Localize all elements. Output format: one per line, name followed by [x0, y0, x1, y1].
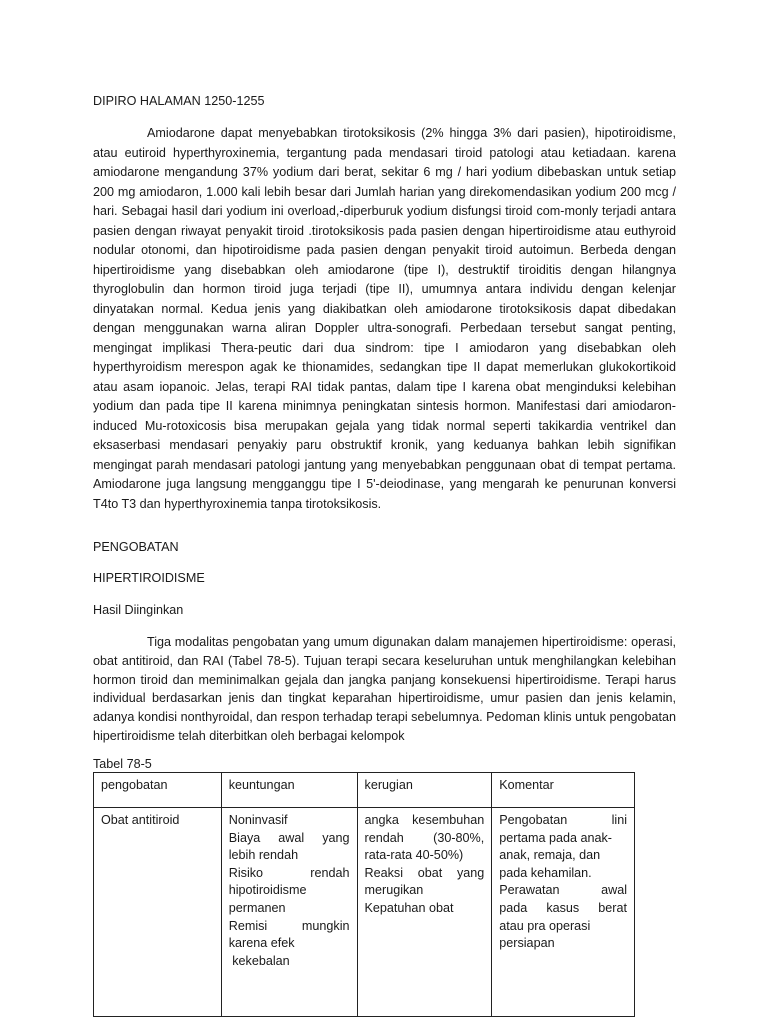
keuntungan-line: hipotiroidisme [228, 883, 307, 898]
header-komentar: Komentar [492, 773, 635, 808]
keuntungan-line: Biaya awal yang [228, 830, 350, 845]
kerugian-line: Reaksi obat yang [364, 865, 485, 880]
kerugian-line: rata-rata 40-50%) [364, 848, 464, 863]
header-keuntungan: keuntungan [221, 773, 357, 808]
document-header: DIPIRO HALAMAN 1250-1255 [93, 94, 265, 108]
cell-komentar [492, 808, 635, 1017]
komentar-line: Perawatan awal [499, 883, 627, 898]
komentar-line: Pengobatan lini [499, 813, 627, 827]
kerugian-line: Kepatuhan obat [364, 900, 454, 915]
keuntungan-line: lebih rendah [228, 848, 299, 863]
paragraph-modalitas: Tiga modalitas pengobatan yang umum digunakan dalam manajemen hipertiroidisme: operasi, obat antitiroid, dan RAI (Tabel 78-5). Tujuan terapi secara keseluruhan untuk menghilangkan kelebihan hormon tiroid dan meminimalkan gejala dan jangka panjang konsekuensi hipertiroidisme. Terapi harus individual berdasarkan jenis dan tingkat keparahan hipertiroidisme, umur pasien dan jenis kelamin, adanya kondisi nonthyroidal, dan respon terhadap terapi sebelumnya. Pedoman klinis untuk pengobatan hipertiroidisme telah diterbitkan oleh berbagai kelompok [93, 635, 676, 743]
keuntungan-line: Remisi mungkin [228, 918, 350, 933]
table-header-row [94, 773, 635, 808]
komentar-line: atau pra operasi [499, 918, 591, 933]
header-pengobatan: pengobatan [94, 773, 222, 808]
heading-hasil-diinginkan: Hasil Diinginkan [93, 603, 184, 617]
keuntungan-line: Noninvasif [228, 813, 288, 827]
komentar-line: anak, remaja, dan [499, 848, 601, 863]
kerugian-line: merugikan [364, 883, 424, 898]
table-row [94, 808, 635, 1017]
komentar-line: pertama pada anak- [499, 830, 612, 845]
cell-kerugian [357, 808, 492, 1017]
kerugian-line: rendah (30-80%, [364, 830, 485, 845]
table-title: Tabel 78-5 [93, 757, 152, 771]
komentar-line: persiapan [499, 936, 555, 951]
cell-keuntungan [221, 808, 357, 1017]
keuntungan-line: Risiko rendah [228, 865, 350, 880]
kerugian-line: angka kesembuhan [364, 813, 485, 827]
komentar-line: pada kehamilan. [499, 865, 592, 880]
header-kerugian: kerugian [357, 773, 492, 808]
heading-hipertiroidisme: HIPERTIROIDISME [93, 571, 205, 585]
heading-pengobatan: PENGOBATAN [93, 540, 179, 554]
paragraph-amiodarone: Amiodarone dapat menyebabkan tirotoksikosis (2% hingga 3% dari pasien), hipotiroidisme, atau eutiroid hyperthyroxinemia, tergantung pada mendasari tiroid patologi atau ketiadaan. karena amiodarone mengandung 37% yodium dari berat, sekitar 6 mg / hari yodium dibebaskan untuk setiap 200 mg amiodaron, 1.000 kali lebih besar dari Jumlah harian yang direkomendasikan yodium 200 mcg / hari. Sebagai hasil dari yodium ini overload,-diperburuk yodium disfungsi tiroid com-monly terjadi antara pasien dengan riwayat penyakit tiroid .tirotoksikosis pada pasien dengan hipertiroidisme atau euthyroid nodular otonomi, dan hipotiroidisme pada pasien dengan penyakit tiroid autoimun. Berbeda dengan hipertiroidisme yang disebabkan oleh amiodarone (tipe I), destruktif tiroiditis dengan hilangnya thyroglobulin dan hormon tiroid juga terjadi (tipe II), umumnya antara individu dengan kelenjar dinyatakan normal. Kedua jenis yang diakibatkan oleh amiodarone tirotoksikosis dapat dibedakan dengan menggunakan warna aliran Doppler ultra-sonografi. Perbedaan tersebut sangat penting, mengingat implikasi Thera-peutic dari dua sindrom: tipe I amiodaron yang disebabkan oleh hyperthyroidism merespon agak ke thionamides, sedangkan tipe II dapat memerlukan glukokortikoid atau asam iopanoic. Jelas, terapi RAI tidak pantas, dalam tipe I karena obat menginduksi kelebihan yodium dan pada tipe II karena minimnya peningkatan sintesis hormon. Manifestasi dari amiodaron-induced Mu-rotoxicosis bisa merupakan gejala yang tidak normal seperti takikardia ventrikel dan eksaserbasi mendasari penyakiy paru obstruktif kronik, yang keduanya bahkan lebih signifikan mengingat parah mendasari patologi jantung yang menyebabkan penggunaan obat di tempat pertama. Amiodarone juga langsung mengganggu tipe I 5'-deiodinase, yang mengarah ke penurunan konversi T4to T3 dan hyperthyroxinemia tanpa tirotoksikosis. [93, 126, 676, 511]
cell-pengobatan: Obat antitiroid [94, 808, 222, 1017]
keuntungan-line: kekebalan [228, 953, 290, 968]
treatment-table [93, 772, 635, 1017]
keuntungan-line: permanen [228, 900, 286, 915]
keuntungan-line: karena efek [228, 936, 295, 951]
komentar-line: pada kasus berat [499, 900, 627, 915]
